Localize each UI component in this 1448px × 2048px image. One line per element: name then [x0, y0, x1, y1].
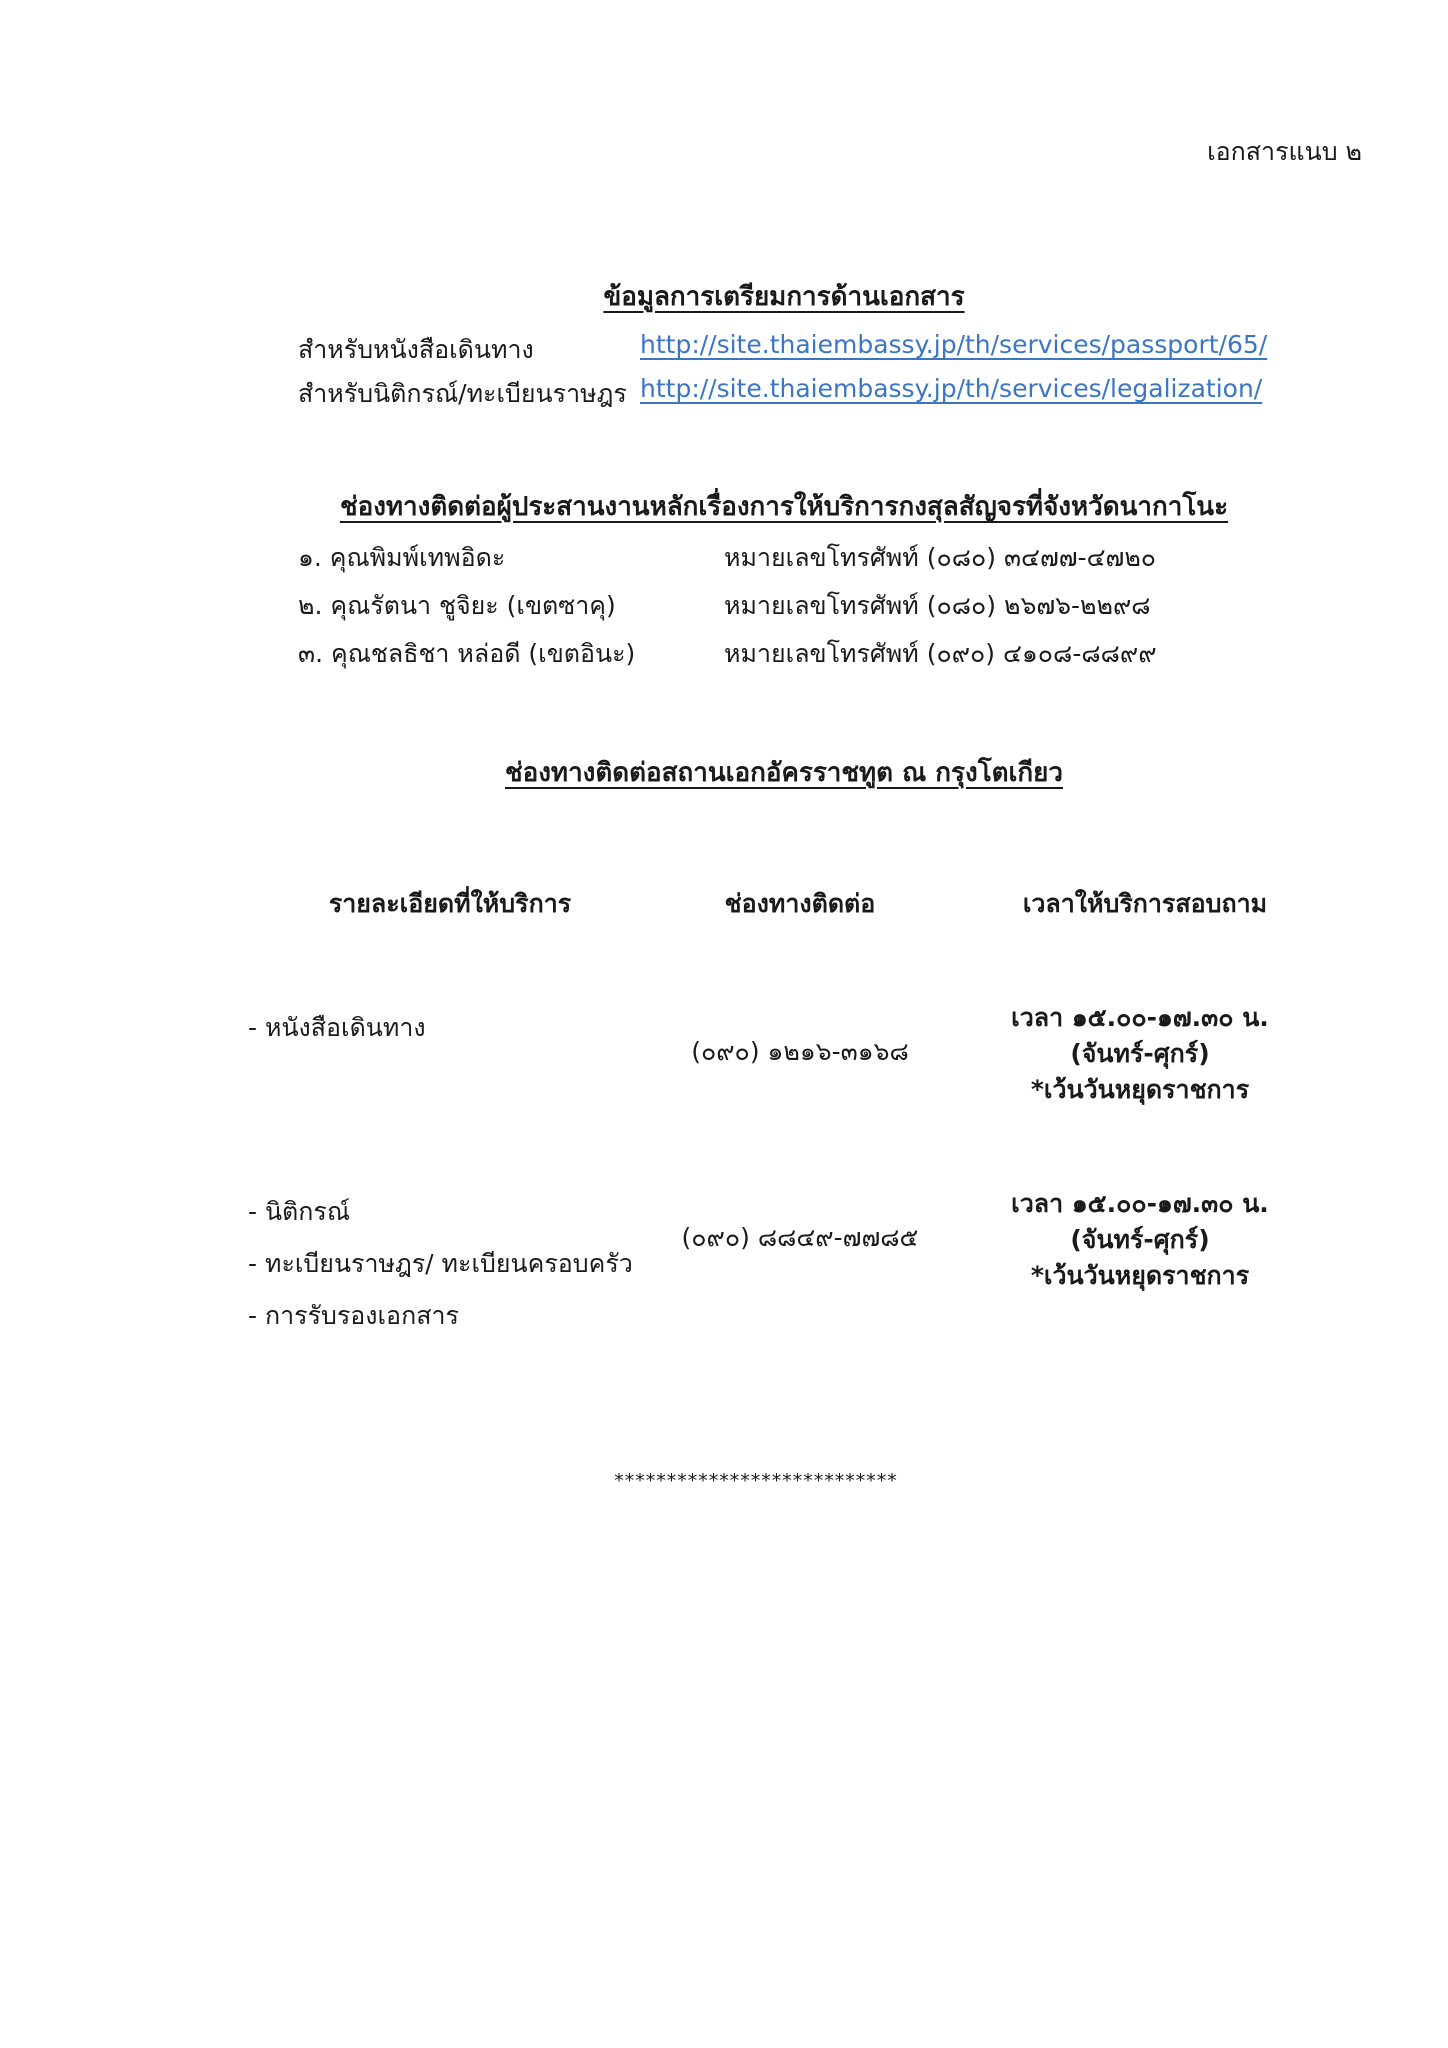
passport-doc-link[interactable]: http://site.thaiembassy.jp/th/services/passport/65/	[640, 330, 1268, 359]
hours-days: (จันทร์-ศุกร์)	[1070, 1225, 1210, 1254]
hours-days: (จันทร์-ศุกร์)	[1070, 1039, 1210, 1068]
hours-note: *เว้นวันหยุดราชการ	[1030, 1075, 1250, 1104]
legalization-doc-link[interactable]: http://site.thaiembassy.jp/th/services/legalization/	[640, 374, 1263, 403]
coordinator-name-1: ๑. คุณพิมพ์เทพอิดะ	[298, 543, 506, 572]
coordinator-phone-3: หมายเลขโทรศัพท์ (๐๙๐) ๔๑๐๘-๘๘๙๙	[724, 639, 1157, 668]
coordinator-phone-1: หมายเลขโทรศัพท์ (๐๘๐) ๓๔๗๗-๔๗๒๐	[724, 543, 1157, 572]
embassy-section-title: ช่องทางติดต่อสถานเอกอัครราชทูต ณ กรุงโตเกียว	[504, 758, 1064, 788]
channel-column-header: ช่องทางติดต่อ	[724, 889, 876, 918]
service-item: - หนังสือเดินทาง	[248, 1013, 426, 1042]
service-item: - นิติกรณ์	[248, 1197, 351, 1226]
service-item: - ทะเบียนราษฎร/ ทะเบียนครอบครัว	[248, 1249, 633, 1278]
service-phone-1: (๐๙๐) ๑๒๑๖-๓๑๖๘	[691, 1037, 909, 1066]
service-hours-1	[970, 1000, 1310, 1108]
documents-section-title: ข้อมูลการเตรียมการด้านเอกสาร	[603, 282, 965, 312]
end-marker: ***************************	[614, 1470, 898, 1492]
coordinators-section-title: ช่องทางติดต่อผู้ประสานงานหลักเรื่องการให้บริการกงสุลสัญจรที่จังหวัดนากาโนะ	[339, 492, 1229, 522]
attachment-label: เอกสารแนบ ๒	[1207, 137, 1362, 166]
passport-doc-label: สำหรับหนังสือเดินทาง	[298, 335, 534, 364]
hours-time: เวลา ๑๕.๐๐-๑๗.๓๐ น.	[1011, 1189, 1269, 1218]
hours-note: *เว้นวันหยุดราชการ	[1030, 1261, 1250, 1290]
coordinator-phone-2: หมายเลขโทรศัพท์ (๐๘๐) ๒๖๗๖-๒๒๙๘	[724, 591, 1151, 620]
hours-column-header: เวลาให้บริการสอบถาม	[1022, 889, 1268, 918]
details-column-header: รายละเอียดที่ให้บริการ	[328, 889, 572, 918]
legalization-doc-label: สำหรับนิติกรณ์/ทะเบียนราษฎร	[298, 379, 627, 408]
service-hours-2	[970, 1186, 1310, 1294]
service-item: - การรับรองเอกสาร	[248, 1301, 459, 1330]
hours-time: เวลา ๑๕.๐๐-๑๗.๓๐ น.	[1011, 1003, 1269, 1032]
coordinator-name-2: ๒. คุณรัตนา ชูจิยะ (เขตซาคุ)	[298, 591, 616, 620]
service-phone-2: (๐๙๐) ๘๘๔๙-๗๗๘๕	[681, 1223, 919, 1252]
coordinator-name-3: ๓. คุณชลธิชา หล่อดี (เขตอินะ)	[298, 639, 636, 668]
